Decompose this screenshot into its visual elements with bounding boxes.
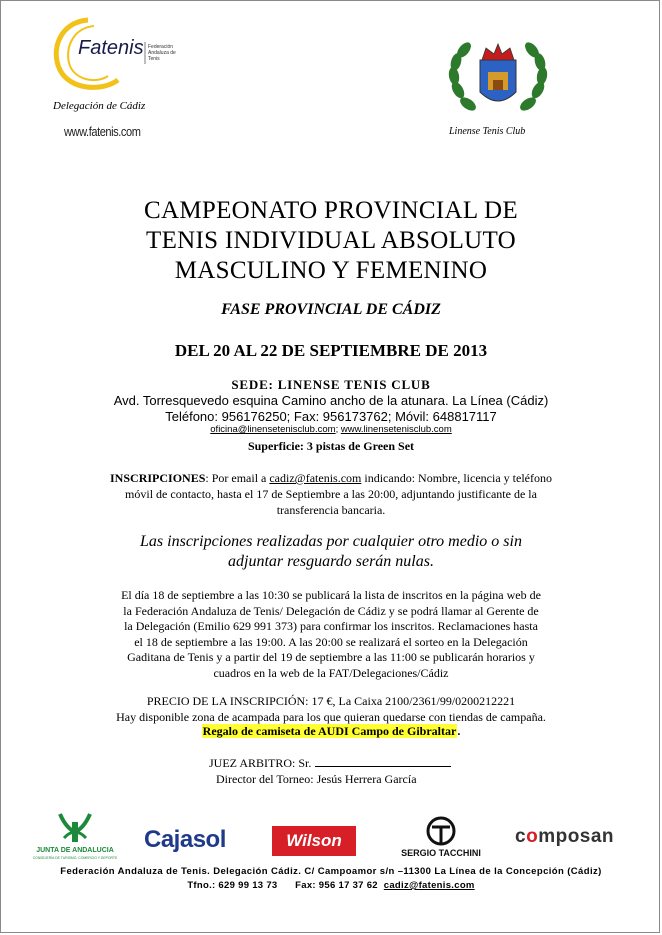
club-crest-icon: [438, 30, 558, 140]
cajasol-logo: Cajasol: [144, 826, 226, 853]
registration-email-link[interactable]: cadiz@fatenis.com: [269, 471, 362, 485]
court-surface: Superficie: 3 pistas de Green Set: [247, 439, 415, 453]
venue-website-link[interactable]: www.linensetenisclub.com: [340, 424, 452, 435]
wilson-logo: Wilson: [272, 826, 356, 856]
registration-label: INSCRIPCIONES: [110, 471, 206, 485]
gift-highlight: Regalo de camiseta de AUDI Campo de Gibraltar: [202, 724, 457, 738]
footer-contact: Tfno.: 629 99 13 73 Fax: 956 17 37 62 cadiz@fatenis.com: [187, 880, 475, 891]
price-block: [0, 693, 662, 725]
venue-contact-links: oficina@linensetenisclub.com; www.linensetenisclub.com: [210, 424, 452, 435]
referee-line: JUEZ ARBITRO: Sr.: [209, 756, 451, 771]
svg-text:SERGIO TACCHINI: SERGIO TACCHINI: [401, 848, 481, 858]
fatenis-logo-text: Fatenis: [78, 37, 144, 59]
title-line: CAMPEONATO PROVINCIAL DE: [144, 197, 518, 224]
camping-note: Hay disponible zona de acampada para los que quieran quedarse con tiendas de campaña.: [116, 710, 546, 724]
venue-email-link[interactable]: oficina@linensetenisclub.com: [210, 424, 336, 435]
tournament-director: Director del Torneo: Jesús Herrera García: [216, 772, 417, 786]
footer-address: Federación Andaluza de Tenis. Delegación Cádiz. C/ Campoamor s/n –11300 La Línea de la Concepción (Cádiz): [60, 866, 602, 877]
phase-subtitle: FASE PROVINCIAL DE CÁDIZ: [221, 301, 441, 318]
tournament-dates: DEL 20 AL 22 DE SEPTIEMBRE DE 2013: [174, 341, 488, 360]
venue-title: SEDE: LINENSE TENIS CLUB: [231, 377, 431, 392]
svg-text:JUNTA DE ANDALUCIA: JUNTA DE ANDALUCIA: [36, 847, 114, 854]
title-line: TENIS INDIVIDUAL ABSOLUTO: [146, 227, 516, 254]
club-name: Linense Tenis Club: [449, 126, 526, 137]
fatenis-logo: [48, 14, 188, 94]
gift-note: Regalo de camiseta de AUDI Campo de Gibraltar.: [202, 724, 461, 738]
svg-text:Andaluza de: Andaluza de: [148, 50, 176, 56]
venue-phones: Teléfono: 956176250; Fax: 956173762; Móvil: 648817117: [165, 409, 497, 424]
svg-text:Tenis: Tenis: [148, 56, 160, 62]
sergio-tacchini-logo: [381, 815, 501, 859]
footer-email-link[interactable]: cadiz@fatenis.com: [383, 880, 475, 891]
title-line: MASCULINO Y FEMENINO: [174, 257, 488, 284]
fatenis-website[interactable]: www.fatenis.com: [64, 124, 141, 139]
registration-warning: Las inscripciones realizadas por cualquier otro medio o sin adjuntar resguardo serán nulas.: [140, 533, 522, 570]
referee-blank: [315, 756, 451, 767]
composan-logo: composan: [515, 826, 615, 847]
venue-address-block: [0, 393, 662, 425]
delegacion-label: Delegación de Cádiz: [53, 100, 146, 112]
schedule-info: El día 18 de septiembre a las 10:30 se publicará la lista de inscritos en la página web de la Federación Andaluza de Tenis/ Delegación de Cádiz y se podrá llamar al Gerente de la Delegación (Emilio 629 991 373) para confirmar los inscritos. Reclamaciones hasta el 18 de septiembre a las 19:00. A las 20:00 se realizará el sorteo en la Delegación Gaditana de Tenis y a partir del 19 de septiembre a las 11:00 se publicarán horarios y cuadros en la web de la FAT/Delegaciones/Cádiz: [121, 588, 541, 680]
svg-text:Federación: Federación: [148, 44, 174, 50]
venue-address: Avd. Torresquevedo esquina Camino ancho de la atunara. La Línea (Cádiz): [113, 393, 549, 408]
junta-andalucia-logo: [30, 808, 120, 860]
svg-text:CONSEJERÍA DE TURISMO, COMERCI: CONSEJERÍA DE TURISMO, COMERCIO Y DEPORTE: [32, 856, 118, 860]
registration-price: PRECIO DE LA INSCRIPCIÓN: 17 €, La Caixa 2100/2361/99/0200212221: [146, 694, 516, 708]
page-title: [0, 196, 662, 286]
registration-paragraph: INSCRIPCIONES: Por email a cadiz@fatenis.com indicando: Nombre, licencia y teléfono móvil de contacto, hasta el 17 de Septiembre a las 20:00, adjuntando justificante de la transferencia bancaria.: [110, 471, 552, 517]
